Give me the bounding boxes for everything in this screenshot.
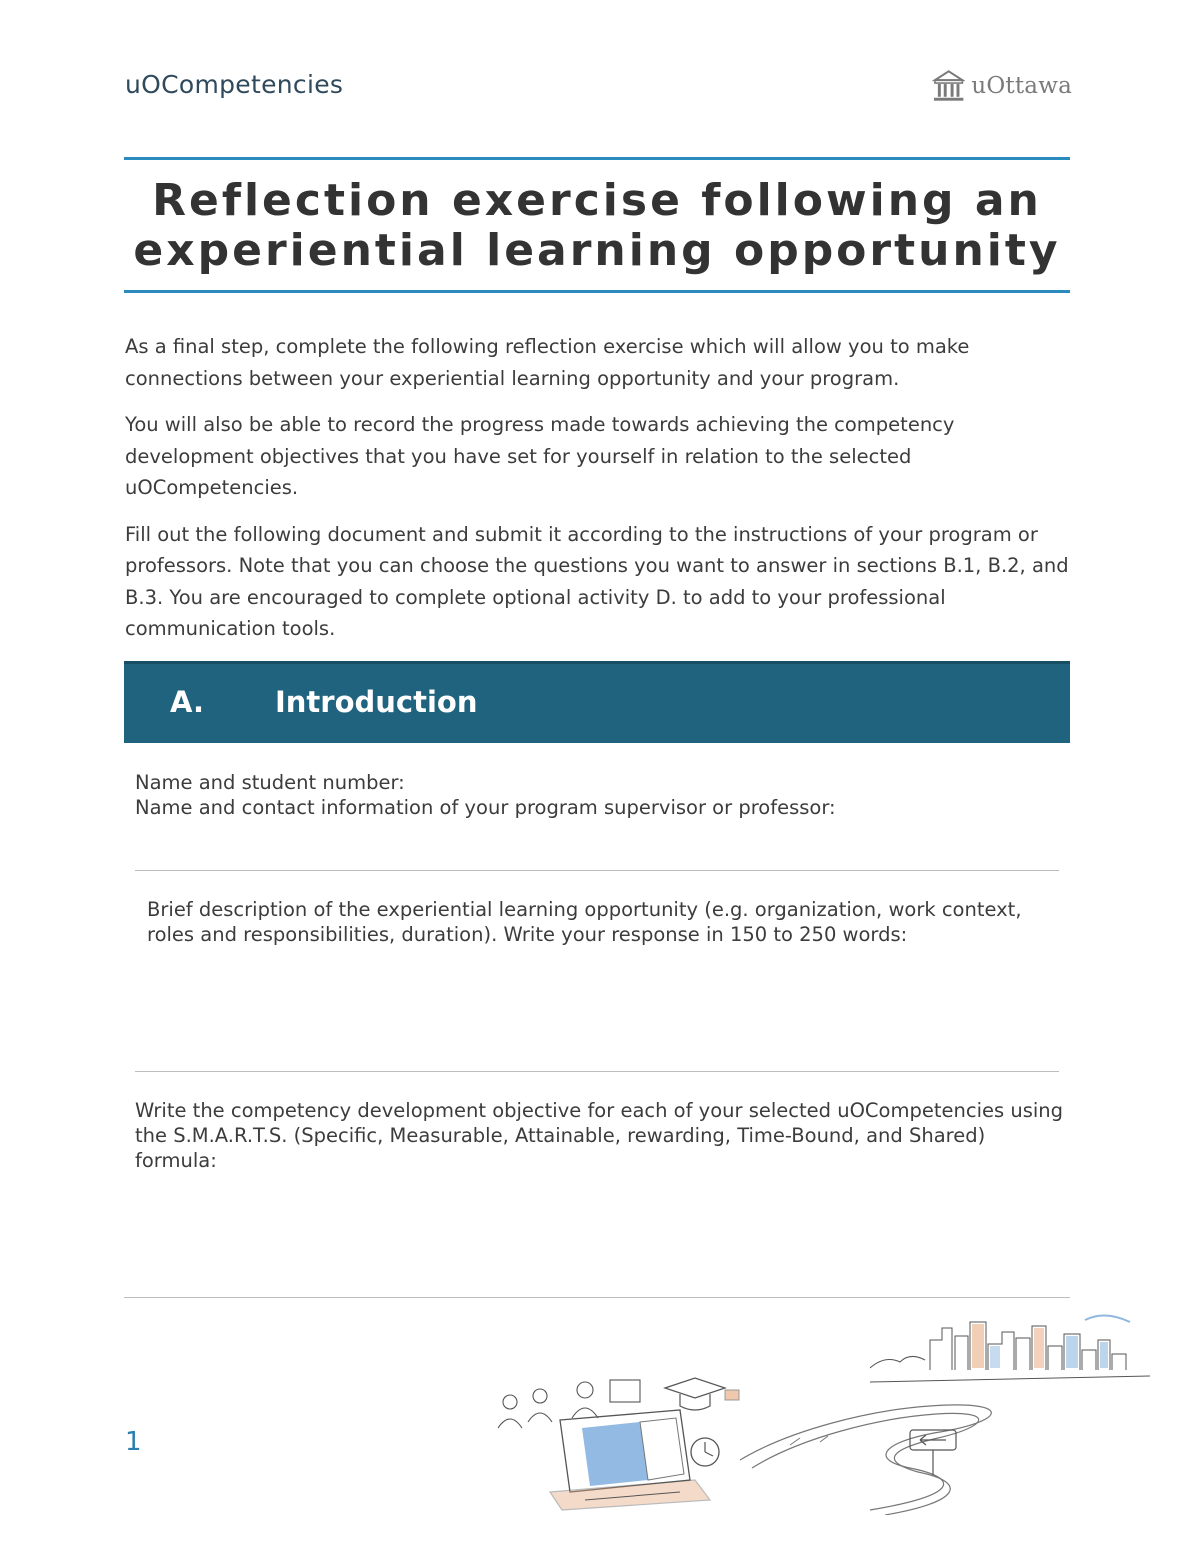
intro-paragraph: Fill out the following document and submit it according to the instructions of your program or professors. Note that you can choose the questions you want to answer in sections B.1, B.2, and B.3. You are encouraged to complete optional activity D. to add to your professional communication tools.: [125, 522, 1069, 640]
supervisor-contact-field[interactable]: [135, 795, 1055, 820]
opportunity-description-label: Brief description of the experiential learning opportunity (e.g. organization, work context, roles and responsibilities, duration). Write your response in 150 to 250 words:: [147, 898, 1022, 946]
section-a-header: [124, 661, 1070, 743]
uottawa-logo: [932, 66, 1072, 106]
title-top-rule: [124, 157, 1070, 160]
section-title: Introduction: [275, 685, 478, 719]
field-divider: [135, 1071, 1059, 1072]
logo-text: uOttawa: [971, 73, 1072, 99]
page-number: 1: [125, 1427, 142, 1457]
city-road-learning-illustration: [490, 1310, 1150, 1515]
opportunity-description-field[interactable]: [147, 897, 1052, 947]
supervisor-contact-label: Name and contact information of your program supervisor or professor:: [135, 796, 836, 819]
title-line-1: Reflection exercise following an: [152, 175, 1042, 226]
competency-objective-label: Write the competency development objective for each of your selected uOCompetencies using the S.M.A.R.T.S. (Specific, Measurable, Attainable, rewarding, Time-Bound, and Shared) formula:: [135, 1099, 1064, 1172]
intro-paragraph: You will also be able to record the progress made towards achieving the competency development objectives that you have set for yourself in relation to the selected uOCompetencies.: [125, 413, 955, 499]
intro-paragraph: As a final step, complete the following reflection exercise which will allow you to make connections between your experiential learning opportunity and your program.: [125, 335, 970, 390]
title-bottom-rule: [124, 290, 1070, 293]
building-icon: [932, 68, 965, 104]
header-brand: uOCompetencies: [125, 70, 344, 99]
student-name-field[interactable]: [135, 770, 1055, 795]
competency-objective-field[interactable]: [135, 1098, 1070, 1173]
section-letter: A.: [170, 685, 204, 719]
intro-text: [125, 331, 1070, 660]
field-divider: [135, 870, 1059, 871]
student-name-label: Name and student number:: [135, 771, 405, 794]
page-title: [124, 176, 1070, 276]
title-line-2: experiential learning opportunity: [133, 225, 1061, 276]
section-end-divider: [124, 1297, 1070, 1298]
